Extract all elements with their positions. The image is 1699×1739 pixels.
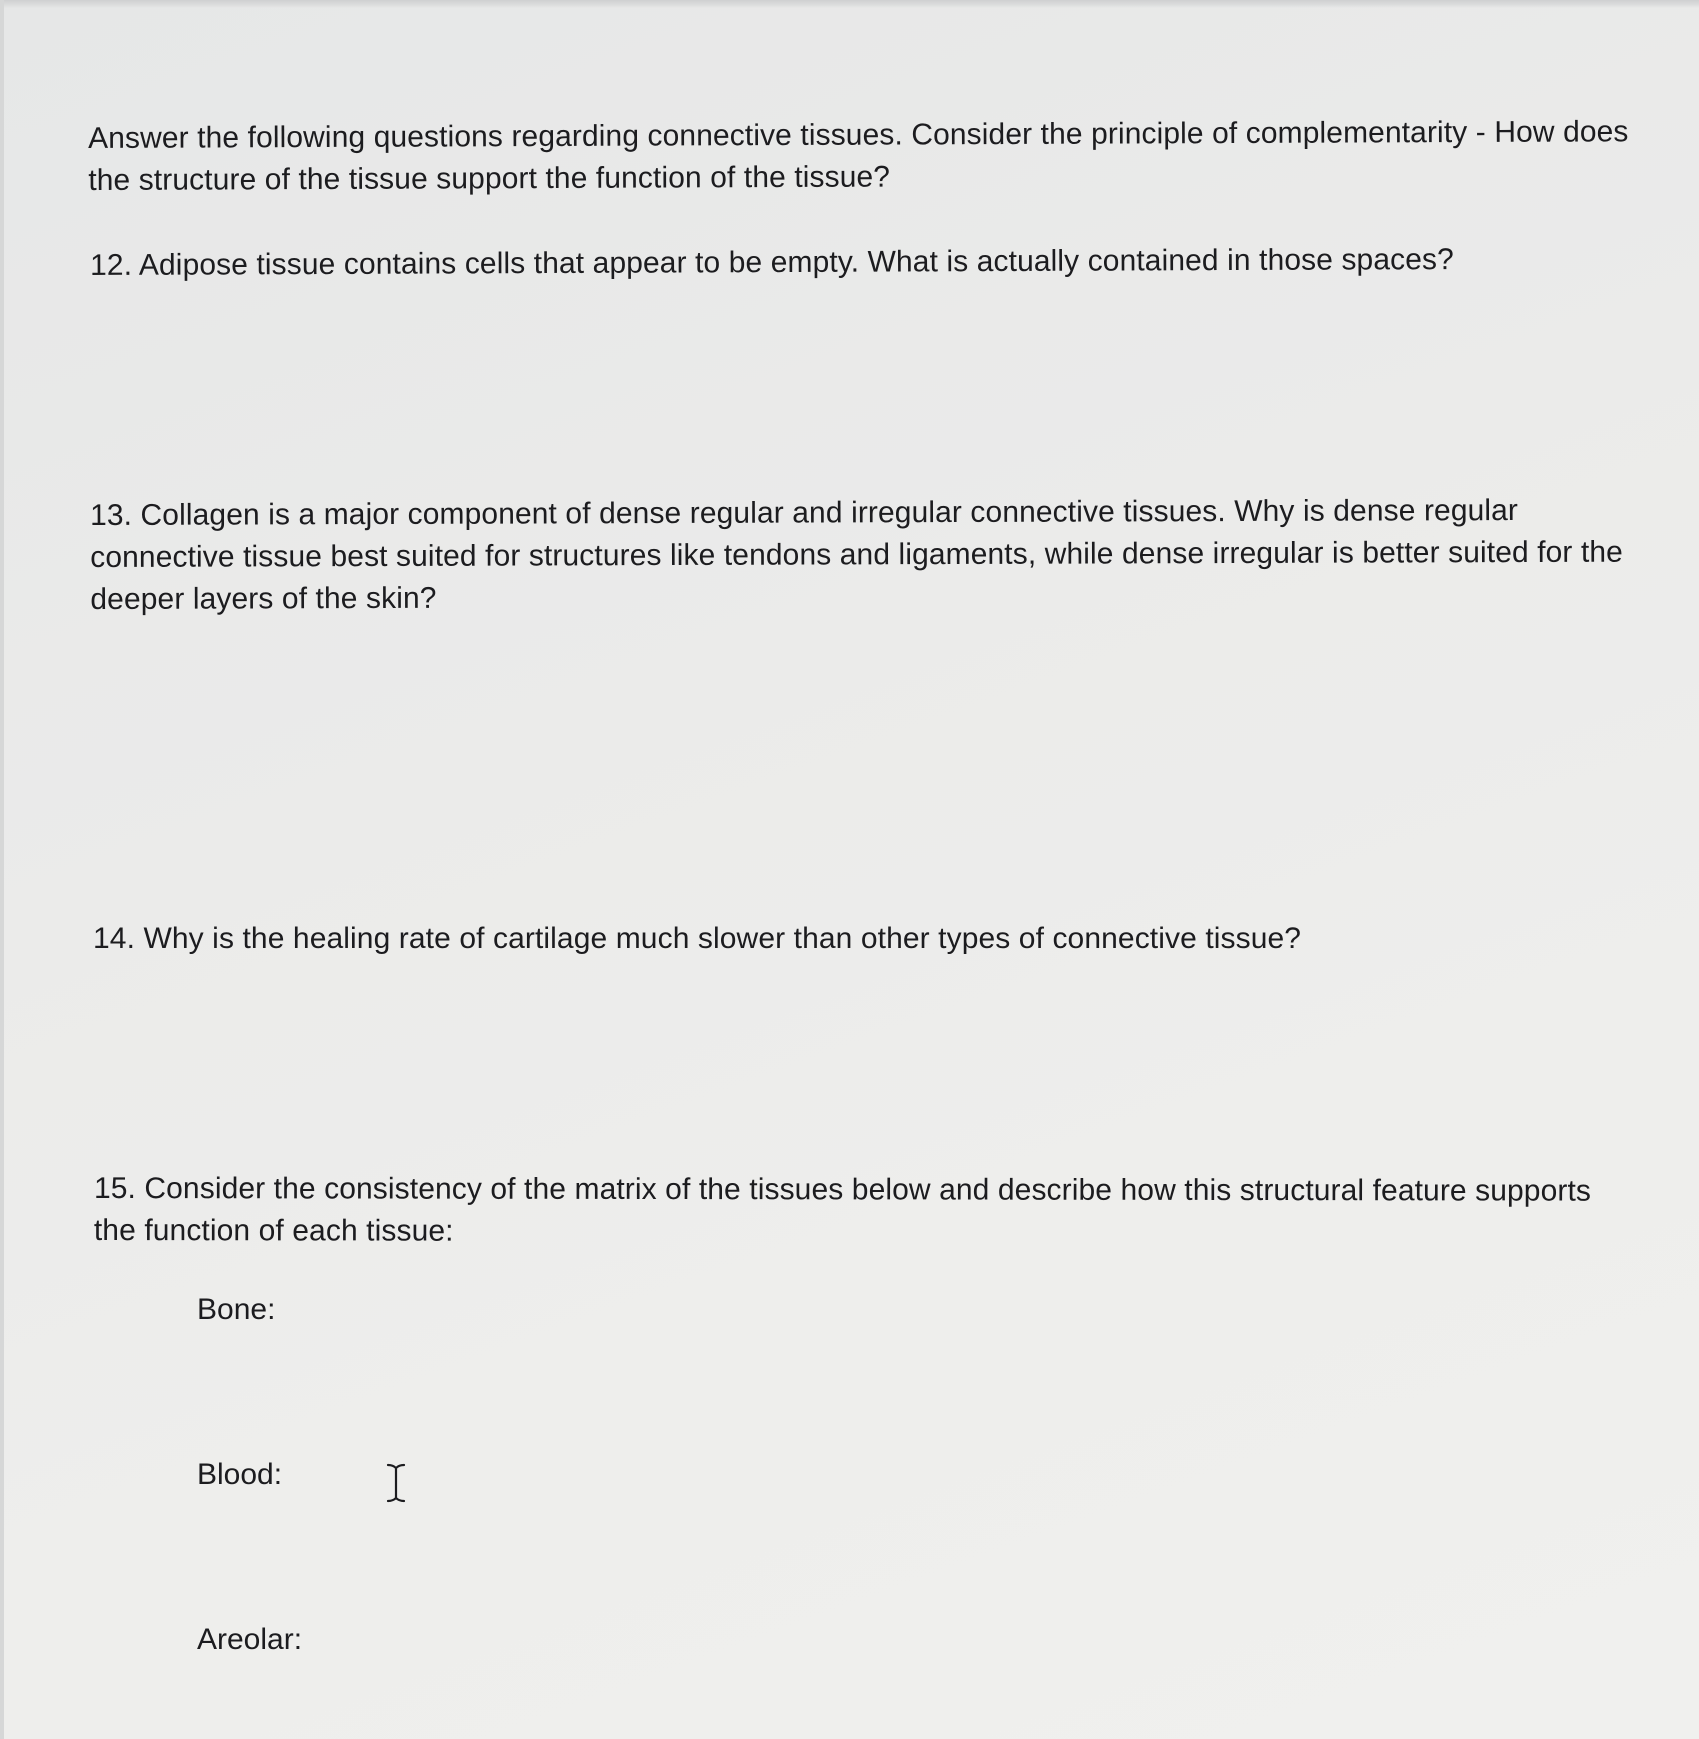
worksheet-instructions: Answer the following questions regarding connective tissues. Consider the principle of complementarity - How does the structure of the tissue support the function of the tissue?: [88, 115, 1629, 197]
question-13: 13. Collagen is a major component of dense regular and irregular connective tissues. Why is dense regular connective tissue best suited for structures like tendons and ligaments, while dense irregular is better suited for the deeper layers of the skin?: [90, 494, 1623, 616]
question-15: 15. Consider the consistency of the matrix of the tissues below and describe how this structural feature supports the function of each tissue:: [93, 1172, 1592, 1248]
areolar-label: Areolar:: [197, 1623, 303, 1656]
question-14: 14. Why is the healing rate of cartilage much slower than other types of connective tissue?: [93, 922, 1302, 955]
text-cursor-icon: [385, 1463, 407, 1503]
bone-label: Bone:: [197, 1293, 276, 1326]
question-12: 12. Adipose tissue contains cells that appear to be empty. What is actually contained in those spaces?: [90, 243, 1454, 282]
blood-label: Blood:: [197, 1458, 283, 1491]
